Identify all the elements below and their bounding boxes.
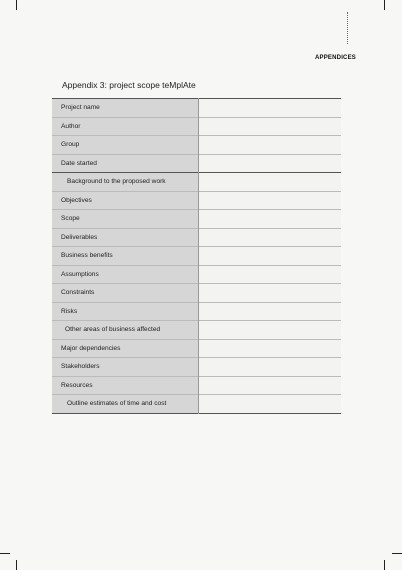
row-value-field[interactable] (199, 265, 342, 284)
row-value-field[interactable] (199, 210, 342, 229)
crop-mark-bottom-right (384, 560, 385, 570)
row-label: Constraints (52, 284, 199, 303)
table-row (52, 99, 341, 118)
table-row (52, 228, 341, 247)
row-label: Author (52, 117, 199, 136)
row-value-field[interactable] (199, 302, 342, 321)
crop-mark-top-right (384, 0, 385, 10)
table-row (52, 321, 341, 340)
table-row (52, 247, 341, 266)
row-label: Group (52, 136, 199, 155)
row-value-field[interactable] (199, 154, 342, 173)
row-label: Objectives (52, 191, 199, 210)
crop-mark-top-left (16, 0, 17, 10)
table-row (52, 154, 341, 173)
table-row (52, 265, 341, 284)
dotted-rule (347, 12, 348, 44)
table-row (52, 136, 341, 155)
crop-mark-right-lower (392, 553, 402, 554)
row-label: Assumptions (52, 265, 199, 284)
table-row (52, 117, 341, 136)
row-value-field[interactable] (199, 339, 342, 358)
page-title: Appendix 3: project scope teMplAte (62, 80, 196, 90)
row-value-field[interactable] (199, 228, 342, 247)
row-value-field[interactable] (199, 136, 342, 155)
row-label: Scope (52, 210, 199, 229)
row-label: Stakeholders (52, 358, 199, 377)
row-value-field[interactable] (199, 284, 342, 303)
crop-mark-left-lower (0, 553, 10, 554)
row-value-field[interactable] (199, 376, 342, 395)
row-value-field[interactable] (199, 117, 342, 136)
table-row (52, 376, 341, 395)
row-label: Date started (52, 154, 199, 173)
row-value-field[interactable] (199, 191, 342, 210)
row-label: Business benefits (52, 247, 199, 266)
row-value-field[interactable] (199, 173, 342, 192)
table-row (52, 358, 341, 377)
row-label: Resources (52, 376, 199, 395)
row-label: Background to the proposed work (52, 173, 199, 192)
table-row (52, 284, 341, 303)
row-label: Deliverables (52, 228, 199, 247)
row-value-field[interactable] (199, 247, 342, 266)
row-label: Major dependencies (52, 339, 199, 358)
section-header: APPENDICES (314, 55, 356, 61)
table-row (52, 173, 341, 192)
row-label: Other areas of business affected (52, 321, 199, 340)
row-label: Outline estimates of time and cost (52, 395, 199, 414)
table-row (52, 339, 341, 358)
row-label: Risks (52, 302, 199, 321)
project-scope-table (52, 98, 341, 414)
row-label: Project name (52, 99, 199, 118)
row-value-field[interactable] (199, 321, 342, 340)
crop-mark-bottom-left (16, 560, 17, 570)
table-row (52, 191, 341, 210)
row-value-field[interactable] (199, 358, 342, 377)
row-value-field[interactable] (199, 99, 342, 118)
table-row (52, 395, 341, 414)
row-value-field[interactable] (199, 395, 342, 414)
table-row (52, 210, 341, 229)
table-row (52, 302, 341, 321)
